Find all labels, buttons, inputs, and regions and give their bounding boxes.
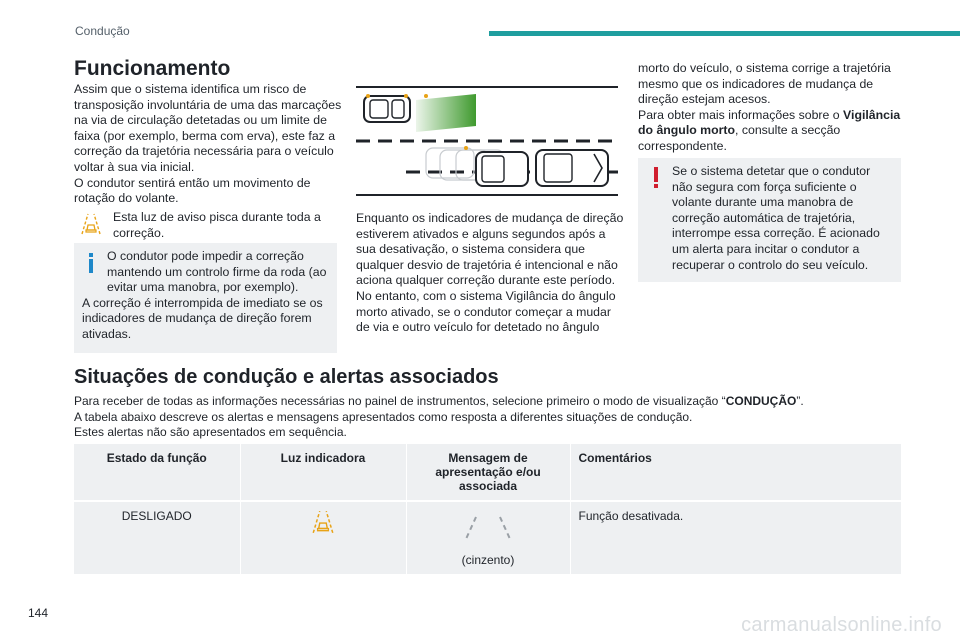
intro-line: A tabela abaixo descreve os alertas e mensagens apresentados como resposta a diferentes situações de condução. [74, 409, 693, 424]
text-run-bold: Vigilância do ângulo morto [638, 107, 901, 138]
header-mensagem: Mensagem de apresentação e/ou associada [406, 444, 570, 501]
header-estado: Estado da função [74, 444, 240, 501]
table-header-row [74, 444, 902, 501]
figure-rule-bottom [356, 194, 618, 196]
paragraph: Assim que o sistema identifica um risco de transposição involuntária de uma das marcações na via de circulação detetadas ou um limite de faixa (por exemplo, berma com erva), este faz a correção da trajetória necessária para o veículo voltar à sua via inicial. [74, 82, 342, 174]
header-comentarios: Comentários [570, 444, 902, 501]
column-2 [356, 211, 626, 336]
info-paragraph: A correção é interrompida de imediato se os indicadores de mudança de direção forem ativadas. [82, 295, 323, 341]
intro-text [74, 394, 904, 441]
paragraph: morto do veículo, o sistema corrige a trajetória mesmo que os indicadores de mudança de direção estejam acesos. [638, 61, 891, 107]
cell-mensagem [406, 501, 570, 574]
info-icon [87, 253, 95, 278]
paragraph [638, 108, 903, 155]
lane-lines-grey-icon [415, 515, 562, 545]
message-color-label: (cinzento) [461, 553, 515, 567]
section-title-situacoes: Situações de condução e alertas associados [74, 366, 499, 388]
lane-keeping-warning-icon [311, 524, 335, 538]
paragraph: Enquanto os indicadores de mudança de direção estiverem ativados e alguns segundos após a sua desativação, o sistema considera que qualquer desvio de trajetória é intencional e não aciona qualquer correção durante este período. No entanto, com o sistema Vigilância do ângulo morto ativado, se o condutor começar a mudar de via e outro veículo for detetado no ângulo [356, 211, 624, 335]
cell-luz [240, 501, 406, 574]
text-run-bold: CONDUÇÃO [725, 394, 797, 408]
intro-line [74, 394, 904, 410]
header-accent-bar [489, 31, 960, 36]
alert-box [638, 158, 901, 282]
info-box [74, 243, 337, 353]
cell-estado: DESLIGADO [74, 501, 240, 574]
intro-line: Estes alertas não são apresentados em sequência. [74, 425, 347, 439]
warning-text: Esta luz de aviso pisca durante toda a correção. [113, 210, 321, 240]
alert-text: Se o sistema detetar que o condutor não segura com força suficiente o volante durante uma manobra de correção automática de trajetória, interrompe essa correção. É acionado um alerta para incitar o condutor a recuperar o controlo do seu veículo. [672, 164, 880, 272]
paragraph: O condutor sentirá então um movimento de rotação do volante. [74, 175, 311, 206]
warning-light-note [80, 210, 340, 241]
alerts-table [74, 444, 902, 574]
column-3 [638, 61, 903, 155]
watermark: carmanualsonline.info [741, 614, 942, 636]
alert-icon [652, 167, 660, 194]
lane-keeping-warning-icon [80, 212, 102, 241]
header-section-title: Condução [75, 24, 130, 38]
info-paragraph: O condutor pode impedir a correção mantendo um controlo firme da roda (ao evitar uma manobra, por exemplo). [107, 249, 327, 295]
header-luz: Luz indicadora [240, 444, 406, 501]
text-run: Para obter mais informações sobre o [638, 107, 844, 122]
cell-comentario: Função desativada. [570, 501, 902, 574]
text-run: ”. [796, 394, 804, 408]
page-number: 144 [28, 606, 49, 620]
text-run: Para receber de todas as informações necessárias no painel de instrumentos, selecione primeiro o modo de visualização “ [74, 394, 726, 408]
table-row [74, 501, 902, 574]
text-run: , consulte a secção correspondente. [638, 123, 841, 153]
column-1 [74, 82, 344, 207]
lane-correction-illustration [356, 86, 618, 196]
section-title-funcionamento: Funcionamento [74, 57, 231, 80]
